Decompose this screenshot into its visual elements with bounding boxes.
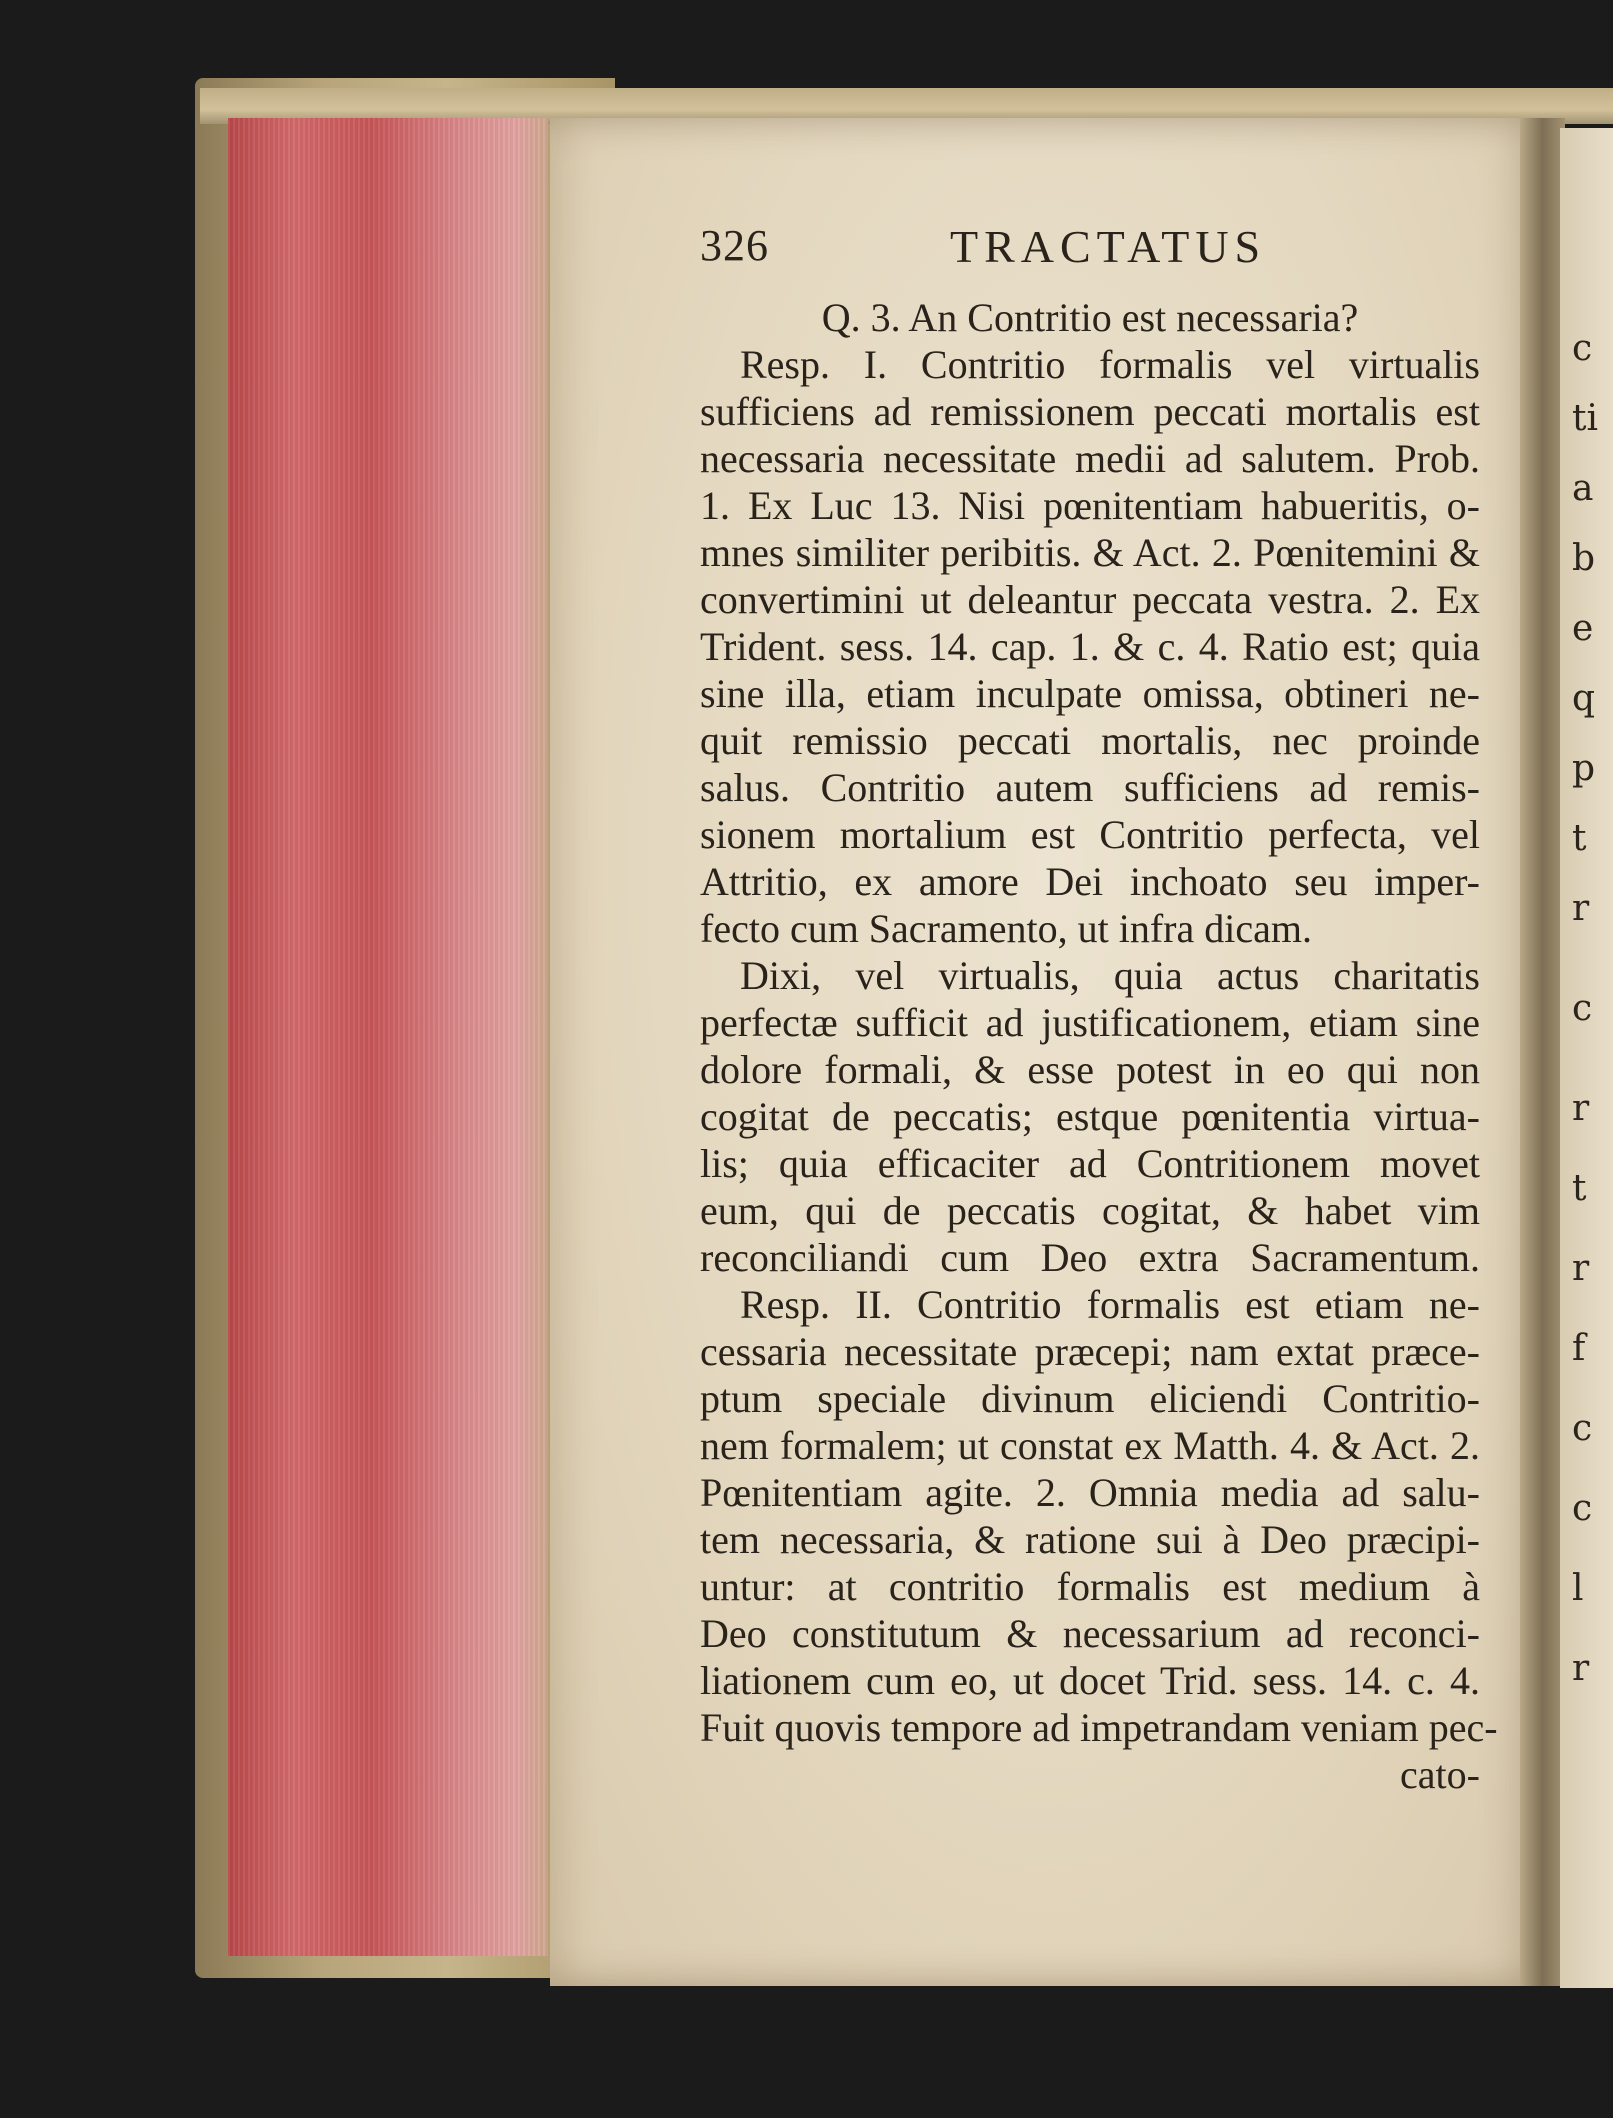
right-page-fragment: c	[1572, 988, 1593, 1029]
text-line: mnes similiter peribitis. & Act. 2. Pœnitemini &	[700, 530, 1480, 575]
text-lines	[700, 294, 1498, 1798]
page-number: 326	[700, 221, 769, 270]
text-line: salus. Contritio autem sufficiens ad remis-	[700, 765, 1480, 810]
text-line: ptum speciale divinum eliciendi Contritio-	[700, 1376, 1480, 1421]
text-line: quit remissio peccati mortalis, nec proinde	[700, 718, 1480, 763]
right-page-fragment: ti	[1572, 398, 1598, 439]
right-page-fragment: a	[1572, 468, 1594, 509]
text-line: tem necessaria, & ratione sui à Deo præcipi-	[700, 1517, 1480, 1562]
text-line: cogitat de peccatis; estque pœnitentia virtua-	[700, 1094, 1480, 1139]
text-line: perfectæ sufficit ad justificationem, etiam sine	[700, 1000, 1480, 1045]
red-page-edges	[228, 118, 548, 1956]
text-line: Dixi, vel virtualis, quia actus charitatis	[740, 953, 1480, 998]
text-line: Attritio, ex amore Dei inchoato seu imper-	[700, 859, 1480, 904]
text-line: sine illa, etiam inculpate omissa, obtineri ne-	[700, 671, 1480, 716]
text-line: eum, qui de peccatis cogitat, & habet vim	[700, 1188, 1480, 1233]
text-line: nem formalem; ut constat ex Matth. 4. & Act. 2.	[700, 1423, 1480, 1468]
book-gutter	[1520, 118, 1565, 1986]
right-page-fragment: l	[1572, 1568, 1584, 1609]
text-line: convertimini ut deleantur peccata vestra. 2. Ex	[700, 577, 1480, 622]
right-page-fragment: r	[1572, 888, 1590, 929]
running-head: TRACTATUS	[950, 221, 1267, 272]
text-line: Resp. I. Contritio formalis vel virtualis	[740, 342, 1480, 387]
right-page-fragment: b	[1572, 538, 1596, 579]
text-line: Q. 3. An Contritio est necessaria?	[821, 295, 1359, 340]
page-header	[700, 220, 1480, 280]
right-page-fragment: p	[1572, 748, 1596, 789]
right-page-fragment: c	[1572, 328, 1593, 369]
text-line: Deo constitutum & necessarium ad reconci-	[700, 1611, 1480, 1656]
text-line: necessaria necessitate medii ad salutem. Prob.	[700, 436, 1480, 481]
text-line: cato-	[1400, 1752, 1480, 1797]
text-line: lis; quia efficaciter ad Contritionem movet	[700, 1141, 1480, 1186]
text-line: sufficiens ad remissionem peccati mortalis est	[700, 389, 1480, 434]
right-page-fragment: r	[1572, 1648, 1590, 1689]
text-line: reconciliandi cum Deo extra Sacramentum.	[700, 1235, 1480, 1280]
page-text	[700, 220, 1498, 1798]
text-line: cessaria necessitate præcepi; nam extat præce-	[700, 1329, 1480, 1374]
text-line: sionem mortalium est Contritio perfecta, vel	[700, 812, 1480, 857]
right-page-fragment: r	[1572, 1088, 1590, 1129]
right-page-fragment: c	[1572, 1488, 1593, 1529]
text-line: Trident. sess. 14. cap. 1. & c. 4. Ratio est; quia	[700, 624, 1480, 669]
text-line: dolore formali, & esse potest in eo qui non	[700, 1047, 1480, 1092]
right-page-fragment: e	[1572, 608, 1594, 649]
text-line: untur: at contritio formalis est medium à	[700, 1564, 1480, 1609]
text-line: fecto cum Sacramento, ut infra dicam.	[700, 906, 1312, 951]
right-page-fragment: f	[1572, 1328, 1586, 1369]
text-line: Fuit quovis tempore ad impetrandam veniam pec-	[700, 1705, 1498, 1750]
right-page-fragment: r	[1572, 1248, 1590, 1289]
right-page-fragment: c	[1572, 1408, 1593, 1449]
right-page-fragment: t	[1572, 1168, 1587, 1209]
right-page-fragment: q	[1572, 678, 1596, 719]
text-line: liationem cum eo, ut docet Trid. sess. 14. c. 4.	[700, 1658, 1480, 1703]
text-line: Pœnitentiam agite. 2. Omnia media ad salu-	[700, 1470, 1480, 1515]
text-line: 1. Ex Luc 13. Nisi pœnitentiam habueritis, o-	[700, 483, 1480, 528]
right-page-sliver	[1560, 128, 1613, 1988]
text-line: Resp. II. Contritio formalis est etiam ne-	[740, 1282, 1480, 1327]
right-page-fragment: t	[1572, 818, 1587, 859]
